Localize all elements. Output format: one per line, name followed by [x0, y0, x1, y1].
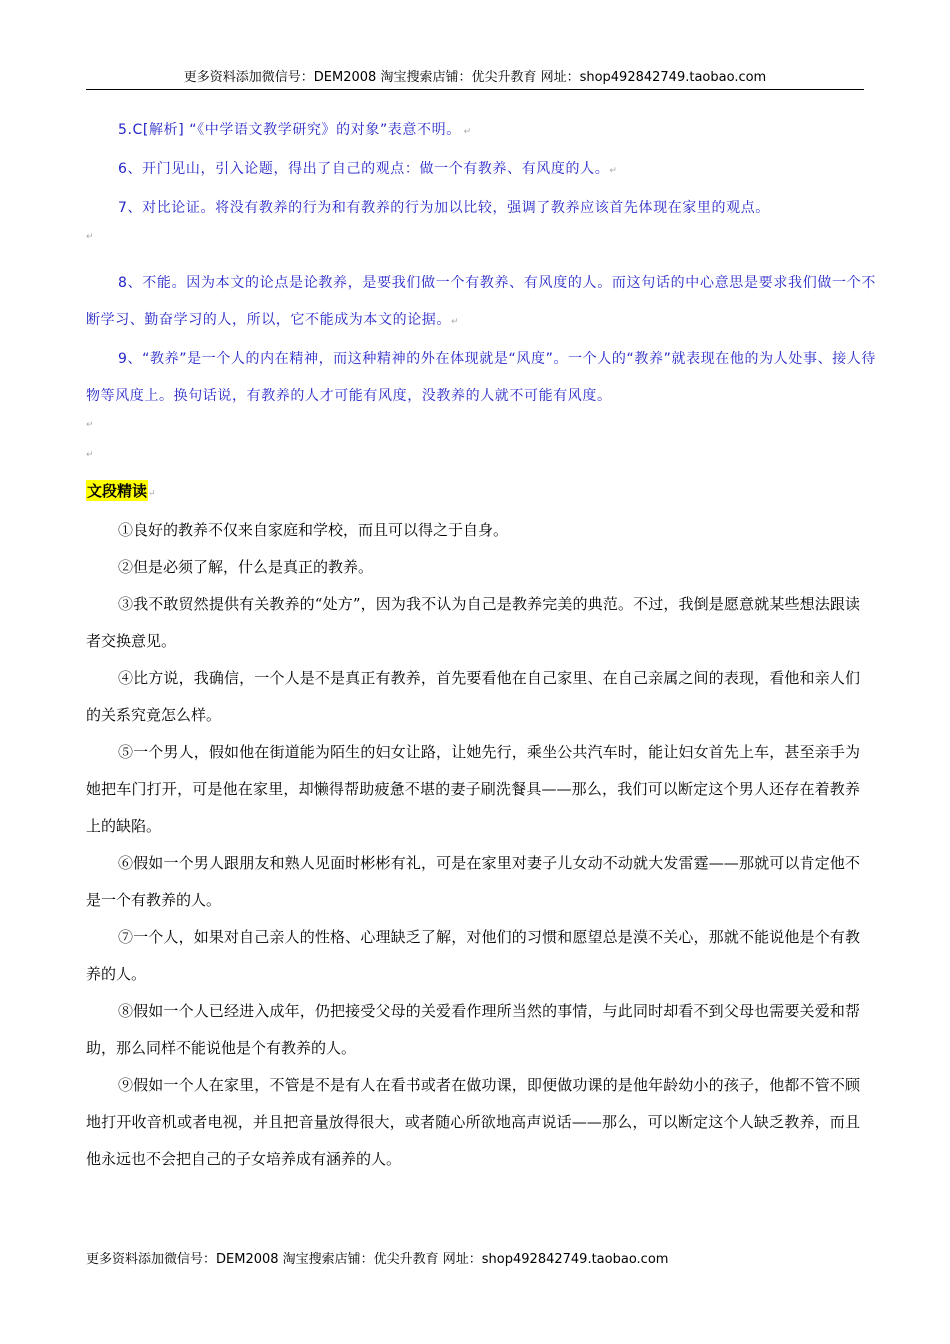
answer-text: 9、“教养”是一个人的内在精神，而这种精神的外在体现就是“风度”。一个人的“教养”就表现在他的为人处事、接人待物等风度上。换句话说，有教养的人才可能有风度，没教养的人就不可能有风度。 [86, 351, 876, 404]
passage-paragraph: ⑤一个男人，假如他在街道能为陌生的妇女让路，让她先行，乘坐公共汽车时，能让妇女首先上车，甚至亲手为她把车门打开，可是他在家里，却懒得帮助疲惫不堪的妻子刷洗餐具——那么，我们可以断定这个男人还存在着教养上的缺陷。 [86, 743, 860, 835]
answer-item [86, 341, 876, 415]
answer-item: 8、不能。因为本文的论点是论教养，是要我们做一个有教养、有风度的人。而这句话的中心意思是要求我们做一个不断学习、勤奋学习的人，所以，它不能成为本文的论据。↵ [86, 275, 876, 328]
passage-paragraph: ③我不敢贸然提供有关教养的“处方”，因为我不认为自己是教养完美的典范。不过，我倒是愿意就某些想法跟读者交换意见。 [86, 595, 860, 650]
section-title: 文段精读 [87, 482, 148, 500]
passage-paragraph: ②但是必须了解，什么是真正的教养。 [118, 558, 374, 576]
page-header: 更多资料添加微信号：DEM2008 淘宝搜索店铺：优尖升教育 网址：shop492842749.taobao.com [86, 66, 864, 90]
passage-paragraph: ⑨假如一个人在家里，不管是不是有人在看书或者在做功课，即便做功课的是他年龄幼小的孩子，他都不管不顾地打开收音机或者电视，并且把音量放得很大，或者随心所欲地高声说话——那么，可以断定这个人缺乏教养，而且他永远也不会把自己的子女培养成有涵养的人。 [86, 1076, 860, 1168]
passage-paragraph: ①良好的教养不仅来自家庭和学校，而且可以得之于自身。 [118, 521, 509, 539]
answer-item: 5.C[解析] “《中学语文教学研究》的对象”表意不明。 ↵ [118, 122, 472, 138]
passage-paragraph: ⑥假如一个男人跟朋友和熟人见面时彬彬有礼，可是在家里对妻子儿女动不动就大发雷霆——那就可以肯定他不是一个有教养的人。 [86, 854, 860, 909]
answer-text: 5.C[解析] “《中学语文教学研究》的对象”表意不明。 [118, 122, 461, 138]
passage-paragraph: ④比方说，我确信，一个人是不是真正有教养，首先要看他在自己家里、在自己亲属之间的表现，看他和亲人们的关系究竟怎么样。 [86, 669, 860, 724]
answer-text: 6、开门见山，引入论题，得出了自己的观点：做一个有教养、有风度的人。 [118, 161, 610, 177]
answer-text: 7、对比论证。将没有教养的行为和有教养的行为加以比较，强调了教养应该首先体现在家里的观点。 [118, 200, 770, 216]
page-footer: 更多资料添加微信号：DEM2008 淘宝搜索店铺：优尖升教育 网址：shop492842749.taobao.com [86, 1252, 669, 1267]
answer-list: 5.C[解析] “《中学语文教学研究》的对象”表意不明。 ↵ 6、开门见山，引入论题，得出了自己的观点：做一个有教养、有风度的人。↵ 7、对比论证。将没有教养的行为和有教养的行为加以比较，强调了教养应该首先体现在家里的观点。 ↵ 8、不能。因为本文的论点是论教养，是要我们做一个有教养、有风度的人。而这句话的中心意思是要求我们做一个不断学习、勤奋学习的人，所以，它不能成为本文的论据。↵ 9、“教养”是一个人的内在精神，而这种精神的外在体现就是“风度”。一个人的“教养”就表现在他的为人处事、接人待物等风度上。换句话说，有教养的人才可能有风度，没教养的人就不可能有风度。 ↵ ↵ [86, 112, 876, 475]
answer-item: 6、开门见山，引入论题，得出了自己的观点：做一个有教养、有风度的人。↵ [118, 161, 617, 177]
passage-paragraph: ⑧假如一个人已经进入成年，仍把接受父母的关爱看作理所当然的事情，与此同时却看不到父母也需要关爱和帮助，那么同样不能说他是个有教养的人。 [86, 1002, 860, 1057]
answer-item [86, 190, 876, 227]
reading-passage [86, 512, 860, 1178]
answer-text: 8、不能。因为本文的论点是论教养，是要我们做一个有教养、有风度的人。而这句话的中心意思是要求我们做一个不断学习、勤奋学习的人，所以，它不能成为本文的论据。 [86, 275, 876, 328]
section-heading: 文段精读↵ [87, 482, 156, 500]
passage-paragraph: ⑦一个人，如果对自己亲人的性格、心理缺乏了解，对他们的习惯和愿望总是漠不关心，那就不能说他是个有教养的人。 [86, 928, 860, 983]
